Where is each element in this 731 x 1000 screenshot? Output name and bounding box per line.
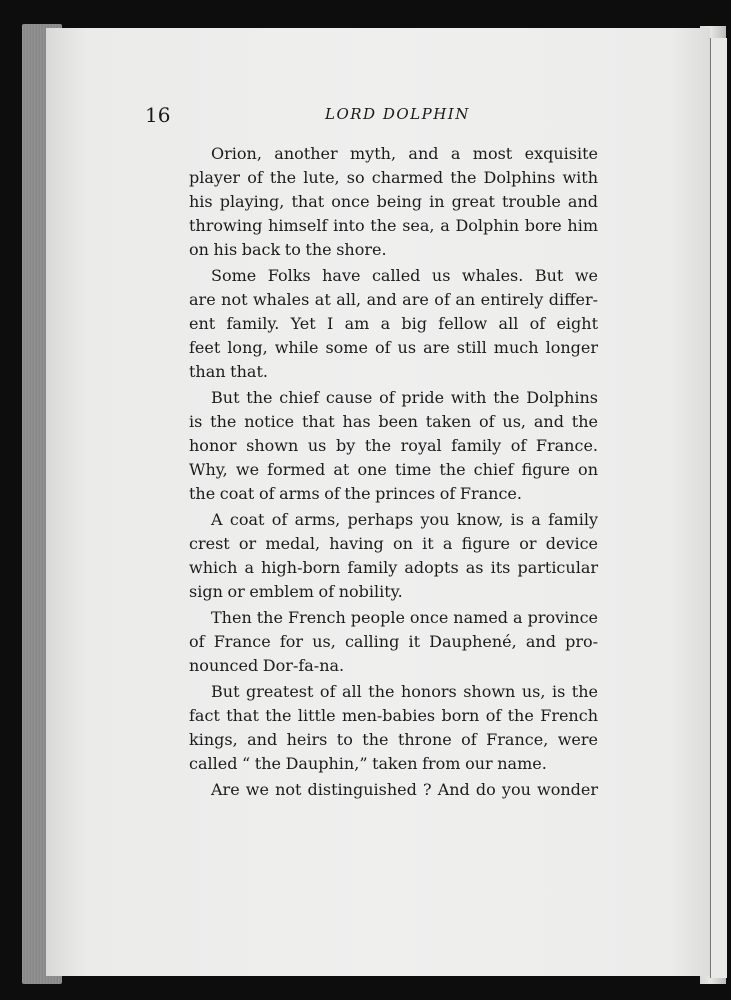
text-line: are not whales at all, and are of an entirely differ- bbox=[189, 290, 598, 309]
text-line: of France for us, calling it Dauphené, and pro- bbox=[189, 632, 598, 651]
text-line: fact that the little men-babies born of the French bbox=[189, 706, 598, 725]
text-line: the coat of arms of the princes of France. bbox=[189, 484, 522, 503]
text-line: ent family. Yet I am a big fellow all of eight bbox=[189, 314, 598, 333]
text-line: honor shown us by the royal family of France. bbox=[189, 436, 598, 455]
running-header bbox=[145, 103, 600, 133]
running-title: LORD DOLPHIN bbox=[325, 105, 470, 123]
text-line: A coat of arms, perhaps you know, is a family bbox=[211, 510, 598, 529]
paragraph bbox=[189, 142, 598, 262]
text-line: called “ the Dauphin,” taken from our name. bbox=[189, 754, 547, 773]
paragraph bbox=[189, 606, 598, 678]
page-number: 16 bbox=[145, 103, 171, 127]
text-line: Are we not distinguished ? And do you wonder bbox=[211, 780, 598, 799]
text-line: his playing, that once being in great trouble and bbox=[189, 192, 598, 211]
text-line: than that. bbox=[189, 362, 268, 381]
text-line: Why, we formed at one time the chief figure on bbox=[189, 460, 598, 479]
body-text bbox=[189, 142, 598, 802]
paragraph bbox=[189, 508, 598, 604]
text-line: throwing himself into the sea, a Dolphin bore him bbox=[189, 216, 598, 235]
paragraph bbox=[189, 386, 598, 506]
paragraph bbox=[189, 778, 598, 802]
text-line: crest or medal, having on it a figure or device bbox=[189, 534, 598, 553]
text-line: Orion, another myth, and a most exquisite bbox=[211, 144, 598, 163]
text-line: sign or emblem of nobility. bbox=[189, 582, 403, 601]
text-line: nounced Dor-fa-na. bbox=[189, 656, 345, 675]
text-line: But greatest of all the honors shown us, is the bbox=[211, 682, 598, 701]
text-line: Then the French people once named a province bbox=[211, 608, 598, 627]
text-line: which a high-born family adopts as its particular bbox=[189, 558, 598, 577]
text-line: is the notice that has been taken of us, and the bbox=[189, 412, 598, 431]
page-stack-band bbox=[710, 38, 727, 978]
paragraph bbox=[189, 680, 598, 776]
paragraph bbox=[189, 264, 598, 384]
text-line: player of the lute, so charmed the Dolphins with bbox=[189, 168, 598, 187]
text-line: kings, and heirs to the throne of France, were bbox=[189, 730, 598, 749]
text-line: feet long, while some of us are still much longer bbox=[189, 338, 598, 357]
text-line: But the chief cause of pride with the Dolphins bbox=[211, 388, 598, 407]
text-line: on his back to the shore. bbox=[189, 240, 387, 259]
text-line: Some Folks have called us whales. But we bbox=[211, 266, 598, 285]
